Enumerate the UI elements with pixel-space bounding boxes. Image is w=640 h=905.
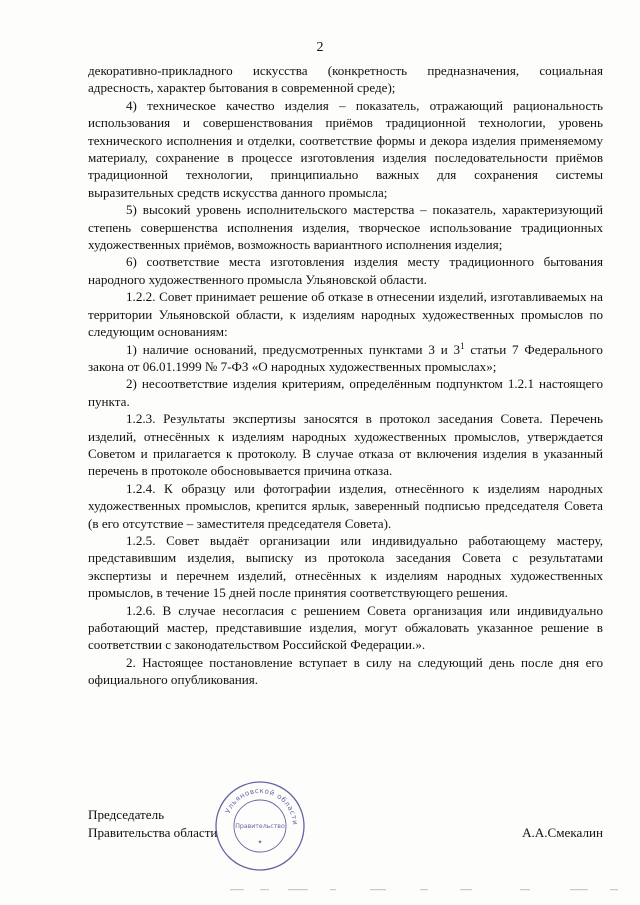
refusal-ground-1-text-end: статьи 7 Федерального закона от 06.01.1999 № 7-ФЗ «О народных художественных промыслах»; (88, 341, 603, 374)
document-body (88, 62, 603, 689)
clause-1-2-6-paragraph: 1.2.6. В случае несогласия с решением Совета организация или индивидуально работающий мастер, представившие изделия, могут обжаловать указанное решение в соответствии с законодательством Российской Федерации.». (88, 602, 603, 653)
paragraph-continuation: декоративно-прикладного искусства (конкретность предназначения, социальная адресность, характер бытования в современной среде); (88, 63, 603, 96)
refusal-ground-1-text-start: 1) наличие оснований, предусмотренных пунктами 3 и 3 (126, 341, 461, 357)
superscript-mark: 1 (460, 340, 465, 351)
clause-1-2-3-paragraph: 1.2.3. Результаты экспертизы заносятся в протокол заседания Совета. Перечень изделий, отнесённых к изделиям народных художественных промыслов, утверждается Советом и прилагается к протоколу. В случае отказа от включения изделия в указанный перечень в протоколе обосновывается причина отказа. (88, 411, 603, 479)
criterion-5-paragraph: 5) высокий уровень исполнительского мастерства – показатель, характеризующий степень совершенства исполнения изделия, творческое использование традиционных художественных приёмов, возможность вариантного исполнения изделия; (88, 202, 603, 253)
clause-1-2-4-paragraph: 1.2.4. К образцу или фотографии изделия, отнесённого к изделиям народных художественных промыслов, крепится ярлык, заверенный подписью председателя Совета (в его отсутствие – заместителя председателя Совета). (88, 480, 603, 531)
signatory-title-line-1: Председатель (88, 807, 165, 822)
clause-1-2-5-paragraph: 1.2.5. Совет выдаёт организации или индивидуально работающему мастеру, представившим изделия, выписку из протокола заседания Совета с результатами экспертизы и перечнем изделий, отнесённых к изделиям народных художественных промыслов, в течение 15 дней после принятия соответствующего решения. (88, 532, 603, 601)
page-number: 2 (316, 40, 324, 55)
refusal-ground-1-paragraph (88, 341, 603, 376)
seal-star-mark: ✦ (257, 839, 263, 846)
effective-date-paragraph: 2. Настоящее постановление вступает в силу на следующий день после дня его официального опубликования. (88, 654, 603, 688)
seal-ring-text: Ульяновской области (223, 786, 300, 826)
criterion-6-paragraph: 6) соответствие места изготовления изделия месту традиционного бытования народного художественного промысла Ульяновской области. (88, 254, 603, 287)
signatory-name: А.А.Смекалин (522, 825, 603, 840)
scan-artifact-dots (230, 888, 630, 892)
official-seal-stamp (214, 780, 306, 872)
clause-1-2-2-paragraph: 1.2.2. Совет принимает решение об отказе в отнесении изделий, изготавливаемых на территории Ульяновской области, к изделиям народных художественных промыслов по следующим основаниям: (88, 289, 603, 340)
signatory-title-line-2: Правительства области (88, 825, 218, 840)
refusal-ground-2-paragraph: 2) несоответствие изделия критериям, определённым подпунктом 1.2.1 настоящего пункта. (88, 376, 603, 409)
seal-center-text: Правительство (235, 823, 285, 830)
criterion-4-paragraph: 4) техническое качество изделия – показатель, отражающий рациональность использования и совершенствования приёмов традиционной технологии, уровень технического исполнения и отделки, соответствие формы и декора изделия применяемому материалу, сохранение в процессе изготовления изделия последовательности приёмов традиционной технологии, принципиально важных для сохранения системы выразительных средств искусства данного промысла; (88, 97, 603, 200)
